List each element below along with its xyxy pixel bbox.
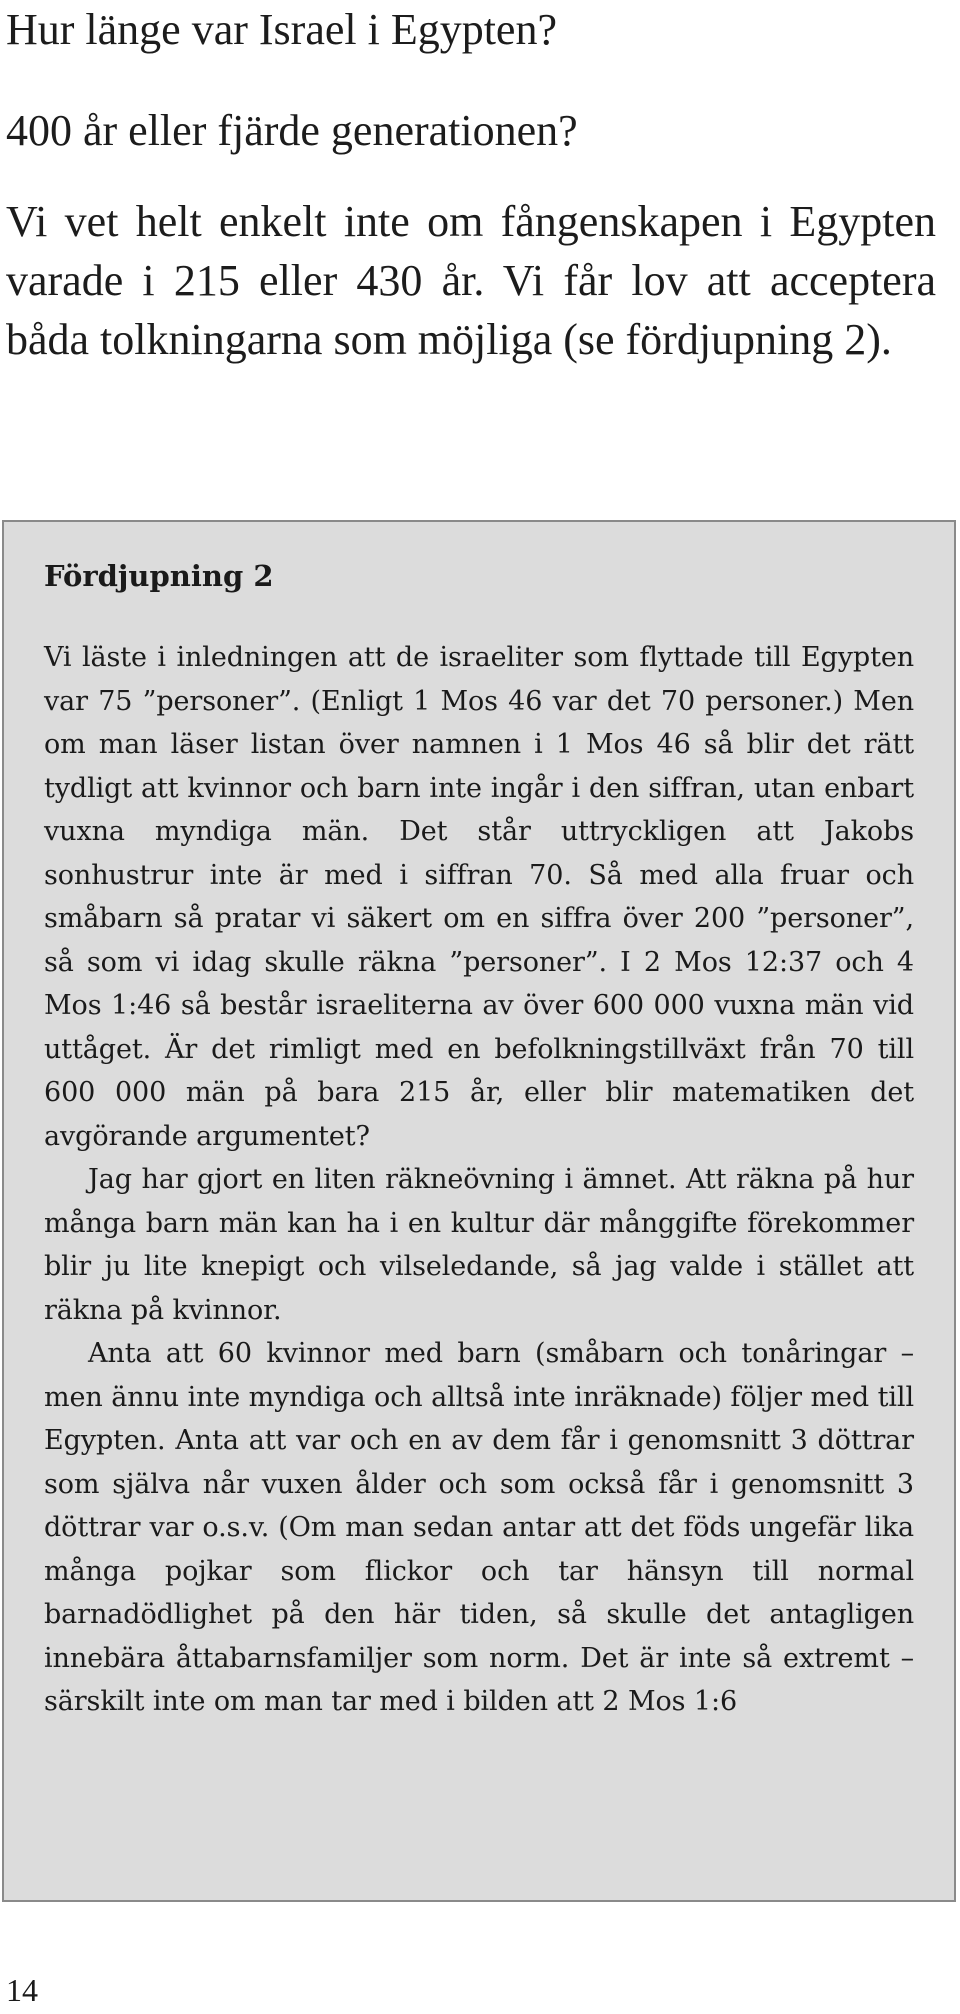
box-title: Fördjupning 2 (44, 559, 274, 593)
fordjupning-box (2, 520, 956, 1902)
box-paragraph-1: Vi läste i inledningen att de israeliter som flyttade till Egypten var 75 ”personer”. (Enligt 1 Mos 46 var det 70 personer.) Men om man läser listan över namnen i 1 Mos 46 så blir det rätt tydligt att kvinnor och barn inte ingår i den siffran, utan enbart vuxna myndiga män. Det står uttryckligen att Jakobs sonhustrur inte är med i siffran 70. Så med alla fruar och småbarn så pratar vi säkert om en siffra över 200 ”personer”, så som vi idag skulle räkna ”personer”. I 2 Mos 12:37 och 4 Mos 1:46 så består israeliterna av över 600 000 vuxna män vid uttåget. Är det rimligt med en befolkningstillväxt från 70 till 600 000 män på bara 215 år, eller blir matematiken det avgörande argumentet? (44, 642, 914, 1152)
intro-paragraph: Vi vet helt enkelt inte om fångenskapen i Egypten varade i 215 eller 430 år. Vi får lov att acceptera båda tolkningarna som möjliga (se fördjupning 2). (6, 197, 936, 364)
box-paragraph-3: Anta att 60 kvinnor med barn (småbarn och tonåringar – men ännu inte myndiga och alltså inte inräknade) följer med till Egypten. Anta att var och en av dem får i genomsnitt 3 döttrar som själva når vuxen ålder och som också får i genomsnitt 3 döttrar var o.s.v. (Om man sedan antar att det föds ungefär lika många pojkar som flickor och tar hänsyn till normal barnadödlighet på den här tiden, så skulle det antagligen innebära åttabarnsfamiljer som norm. Det är inte så extremt – särskilt inte om man tar med i bilden att 2 Mos 1:6 (44, 1338, 914, 1717)
box-paragraph-2: Jag har gjort en liten räkneövning i ämnet. Att räkna på hur många barn män kan ha i en kultur där månggifte förekommer blir ju lite knepigt och vilseledande, så jag valde i stället att räkna på kvinnor. (44, 1164, 914, 1326)
page-number: 14 (6, 1972, 38, 2008)
intro-question-1: Hur länge var Israel i Egypten? (6, 5, 557, 54)
intro-section (6, 0, 936, 369)
box-text (44, 636, 914, 1724)
intro-question-2: 400 år eller fjärde generationen? (6, 106, 578, 155)
